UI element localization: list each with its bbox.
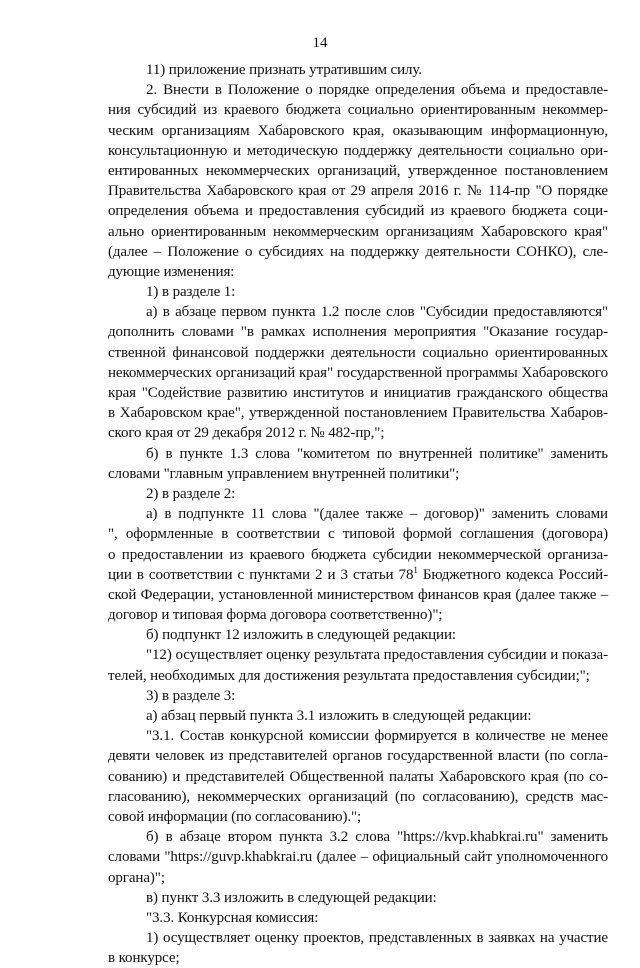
text-line [108, 181, 608, 201]
text-line [108, 524, 608, 544]
text-line-content: совой информации (по согласованию)."; [108, 808, 362, 825]
text-line [108, 948, 608, 968]
text-line [108, 262, 608, 282]
text-line-content: 2) в разделе 2: [146, 485, 236, 502]
text-line [108, 242, 608, 262]
text-line-content: в) пункт 3.3 изложить в следующей редакции: [146, 889, 437, 906]
text-line-content: Бюджетного кодекса Россий- [417, 566, 608, 583]
text-line-content: сованию) и представителей Общественной палаты Хабаровского края (по со- [108, 768, 608, 785]
text-line [108, 767, 608, 787]
text-line [108, 666, 608, 686]
text-line-content: некоммерческих организаций края" государственной программы Хабаровского [108, 364, 608, 381]
text-line-content: ственной финансовой поддержки деятельности социально ориентированных [108, 344, 608, 361]
text-line-content: края "Содействие развитию институтов и инициатив гражданского общества [108, 385, 608, 401]
text-line-content: 2. Внести в Положение о порядке определения объема и предоставле- [146, 82, 608, 99]
text-line-content: телей, необходимых для достижения результата предоставления субсидии;"; [108, 667, 590, 684]
text-line [108, 322, 608, 342]
text-line [108, 726, 608, 746]
text-line [108, 444, 608, 464]
text-line-content: ческим организациям Хабаровского края, оказывающим информационную, [108, 122, 608, 139]
text-line-content: ", оформленные в соответствии с типовой формой соглашения (договора) [108, 526, 608, 543]
text-line [108, 80, 608, 100]
superscript: 1 [413, 564, 418, 575]
text-line [108, 908, 608, 928]
text-line [108, 565, 608, 585]
text-line [108, 746, 608, 766]
text-line-content: Правительства Хабаровского края от 29 апреля 2016 г. № 114-пр "О порядке [108, 183, 608, 200]
text-line-content: б) в абзаце втором пункта 3.2 слова "https://kvp.khabkrai.ru" заменить [146, 829, 608, 846]
text-line-content: гласованию), некоммерческих организаций (по согласованию), средств мас- [108, 788, 608, 805]
text-line-content: ально ориентированным некоммерческим организациям Хабаровского края" [108, 223, 608, 240]
text-line [108, 706, 608, 726]
text-line [108, 484, 608, 504]
text-line-content: договор и типовая форма договора соответственно)"; [108, 607, 443, 624]
text-line-content: органа)"; [108, 869, 165, 886]
text-line [108, 827, 608, 847]
text-line-content: девяти человек из представителей органов государственной власти (по согла- [108, 748, 608, 765]
text-line [108, 847, 608, 867]
page-number: 14 [312, 35, 328, 51]
text-line-content: 1) в разделе 1: [146, 284, 236, 301]
text-line [108, 222, 608, 242]
text-line-content: "12) осуществляет оценку результата предоставления субсидии и показа- [146, 647, 608, 664]
text-line [108, 585, 608, 605]
text-line-content: ентированных некоммерческих организаций, утвержденное постановлением [108, 162, 608, 179]
text-line-content: а) в абзаце первом пункта 1.2 после слов "Субсидии предоставляются" [146, 304, 608, 321]
text-line [108, 383, 608, 403]
text-line [108, 423, 608, 443]
text-line [108, 363, 608, 383]
text-line [108, 686, 608, 706]
text-line [108, 807, 608, 827]
text-line-content: о предоставлении из краевого бюджета субсидии некоммерческой организа- [108, 546, 608, 563]
text-line-content: ции в соответствии с пунктами 2 и 3 статьи 78 [108, 566, 414, 583]
text-line-content: "3.1. Состав конкурсной комиссии формируется в количестве не менее [146, 728, 608, 745]
text-line [108, 645, 608, 665]
text-line [108, 403, 608, 423]
text-line [108, 625, 608, 645]
text-line-content: в конкурсе; [108, 950, 180, 967]
text-line-content: а) абзац первый пункта 3.1 изложить в следующей редакции: [146, 708, 532, 724]
text-line-content: словами "https://guvp.khabkrai.ru (далее – официальный сайт уполномоченного [108, 849, 608, 866]
text-line-content: б) в пункте 1.3 слова "комитетом по внутренней политике" заменить [146, 445, 608, 462]
text-line-content: ского края от 29 декабря 2012 г. № 482-пр,"; [108, 425, 385, 442]
text-line-content: ния субсидий из краевого бюджета социально ориентированным некоммер- [108, 102, 608, 119]
document-body [108, 60, 608, 968]
text-line-content: (далее – Положение о субсидиях на поддержку деятельности СОНКО), сле- [108, 243, 608, 260]
text-line [108, 787, 608, 807]
text-line-content: ской Федерации, установленной министерством финансов края (далее также – [108, 586, 608, 603]
text-line-content: дополнить словами "в рамках исполнения мероприятия "Оказание государ- [108, 324, 608, 341]
text-line-content: 11) приложение признать утратившим силу. [146, 62, 422, 78]
text-line-content: б) подпункт 12 изложить в следующей редакции: [146, 627, 456, 644]
text-line [108, 121, 608, 141]
text-line [108, 100, 608, 120]
text-line-content: а) в подпункте 11 слова "(далее также – договор)" заменить словами [146, 506, 608, 523]
text-line [108, 141, 608, 161]
text-line [108, 201, 608, 221]
text-line [108, 868, 608, 888]
text-line [108, 60, 608, 80]
text-line [108, 282, 608, 302]
text-line [108, 343, 608, 363]
text-line-content: 3) в разделе 3: [146, 687, 236, 704]
text-line [108, 302, 608, 322]
text-line-content: 1) осуществляет оценку проектов, представленных в заявках на участие [146, 930, 608, 947]
text-line-content: в Хабаровском крае", утвержденной постановлением Правительства Хабаров- [108, 405, 608, 422]
text-line [108, 504, 608, 524]
text-line [108, 161, 608, 181]
text-line [108, 928, 608, 948]
text-line [108, 464, 608, 484]
text-line-content: консультационную и методическую поддержку деятельности социально ори- [108, 142, 608, 159]
text-line [108, 605, 608, 625]
text-line-content: определения объема и предоставления субсидий из краевого бюджета соци- [108, 203, 608, 220]
text-line-content: словами "главным управлением внутренней политики"; [108, 465, 460, 482]
text-line [108, 545, 608, 565]
text-line-content: "3.3. Конкурсная комиссия: [146, 909, 319, 926]
text-line-content: дующие изменения: [108, 263, 235, 280]
